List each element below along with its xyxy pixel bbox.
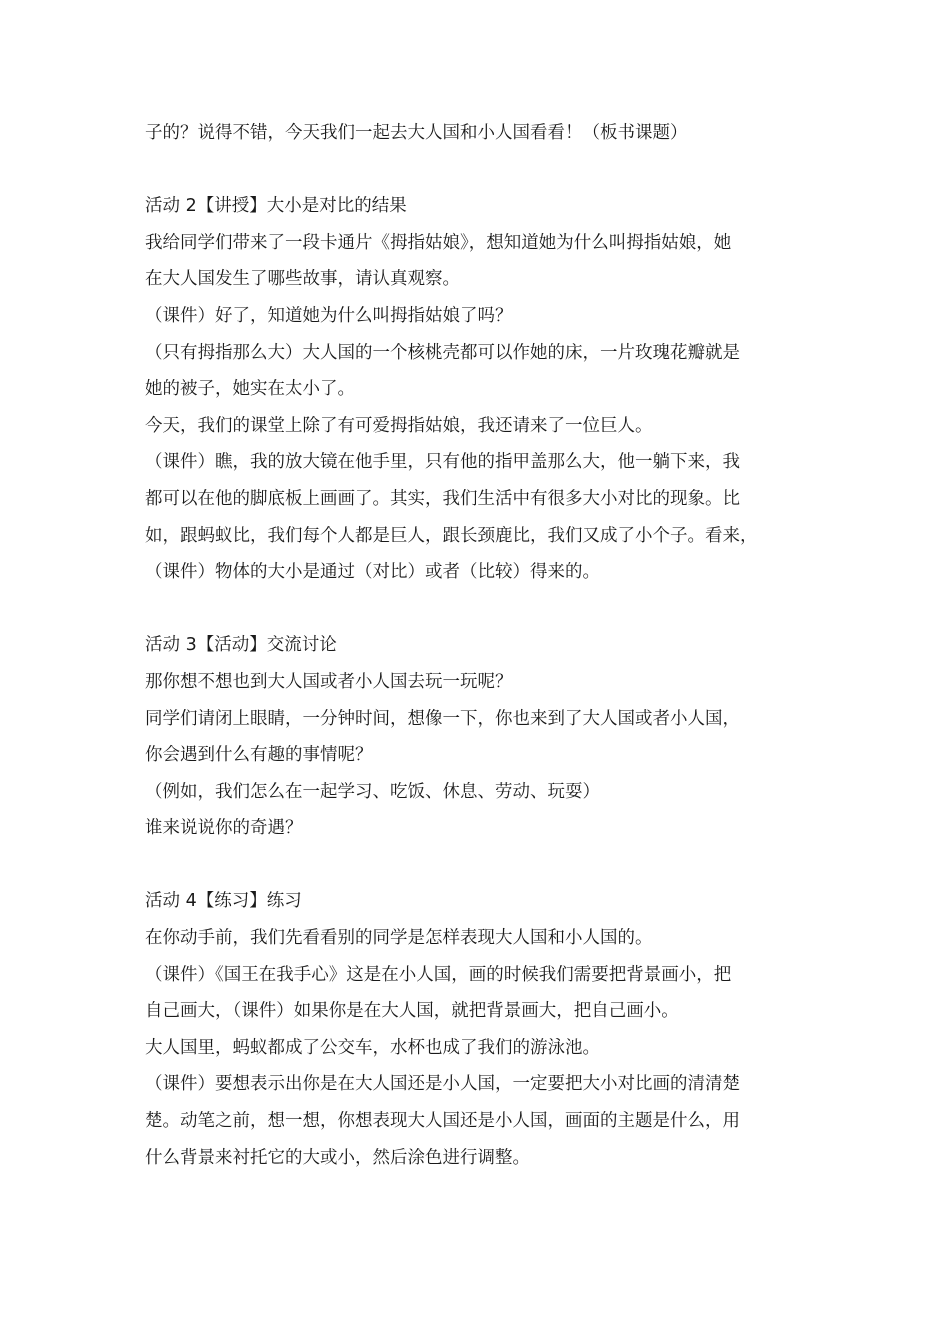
- text-line: 我给同学们带来了一段卡通片《拇指姑娘》，想知道她为什么叫拇指姑娘，她: [145, 232, 732, 253]
- text-line: 同学们请闭上眼睛，一分钟时间，想像一下，你也来到了大人国或者小人国，: [145, 708, 740, 729]
- paragraph: [145, 810, 835, 847]
- section-heading: [145, 188, 835, 225]
- text-line: 什么背景来衬托它的大或小，然后涂色进行调整。: [145, 1147, 530, 1168]
- paragraph: [145, 1030, 835, 1067]
- text-line: 她的被子，她实在太小了。: [145, 379, 355, 400]
- text-line: （课件）瞧，我的放大镜在他手里，只有他的指甲盖那么大，他一躺下来，我: [145, 452, 740, 473]
- section-heading: [145, 627, 835, 664]
- text-line: 都可以在他的脚底板上画画了。其实，我们生活中有很多大小对比的现象。比: [145, 488, 740, 509]
- paragraph: [145, 115, 835, 152]
- paragraph: [145, 664, 835, 701]
- section-heading: [145, 883, 835, 920]
- text-line: 那你想不想也到大人国或者小人国去玩一玩呢？: [145, 671, 513, 692]
- text-line: 大人国里，蚂蚁都成了公交车，水杯也成了我们的游泳池。: [145, 1037, 600, 1058]
- text-line: 活动 3【活动】交流讨论: [145, 635, 337, 656]
- paragraph: [145, 701, 835, 774]
- paragraph-gap: [145, 591, 835, 628]
- paragraph: [145, 298, 835, 335]
- paragraph-gap: [145, 847, 835, 884]
- paragraph: [145, 444, 835, 590]
- paragraph: [145, 408, 835, 445]
- text-line: （课件）好了，知道她为什么叫拇指姑娘了吗？: [145, 305, 513, 326]
- text-line: （课件）《国王在我手心》这是在小人国，画的时候我们需要把背景画小，把: [145, 964, 732, 985]
- text-line: 你会遇到什么有趣的事情呢？: [145, 745, 373, 766]
- document-body: [145, 115, 835, 1176]
- paragraph: [145, 1066, 835, 1176]
- text-line: 自己画大，（课件）如果你是在大人国，就把背景画大，把自己画小。: [145, 1001, 679, 1022]
- text-line: （只有拇指那么大）大人国的一个核桃壳都可以作她的床，一片玫瑰花瓣就是: [145, 342, 740, 363]
- paragraph: [145, 335, 835, 408]
- text-line: （课件）要想表示出你是在大人国还是小人国，一定要把大小对比画的清清楚: [145, 1074, 740, 1095]
- paragraph: [145, 774, 835, 811]
- text-line: 楚。动笔之前，想一想，你想表现大人国还是小人国，画面的主题是什么，用: [145, 1111, 740, 1132]
- text-line: （课件）物体的大小是通过（对比）或者（比较）得来的。: [145, 562, 600, 583]
- paragraph: [145, 225, 835, 298]
- paragraph-gap: [145, 152, 835, 189]
- text-line: （例如，我们怎么在一起学习、吃饭、休息、劳动、玩耍）: [145, 781, 600, 802]
- text-line: 如，跟蚂蚁比，我们每个人都是巨人，跟长颈鹿比，我们又成了小个子。看来，: [145, 525, 758, 546]
- text-line: 活动 4【练习】练习: [145, 891, 302, 912]
- paragraph: [145, 920, 835, 957]
- text-line: 子的？说得不错，今天我们一起去大人国和小人国看看！（板书课题）: [145, 123, 688, 143]
- text-line: 在你动手前，我们先看看别的同学是怎样表现大人国和小人国的。: [145, 928, 653, 949]
- text-line: 今天，我们的课堂上除了有可爱拇指姑娘，我还请来了一位巨人。: [145, 415, 653, 436]
- text-line: 在大人国发生了哪些故事，请认真观察。: [145, 269, 460, 290]
- text-line: 活动 2【讲授】大小是对比的结果: [145, 196, 407, 217]
- text-line: 谁来说说你的奇遇？: [145, 818, 303, 839]
- paragraph: [145, 957, 835, 1030]
